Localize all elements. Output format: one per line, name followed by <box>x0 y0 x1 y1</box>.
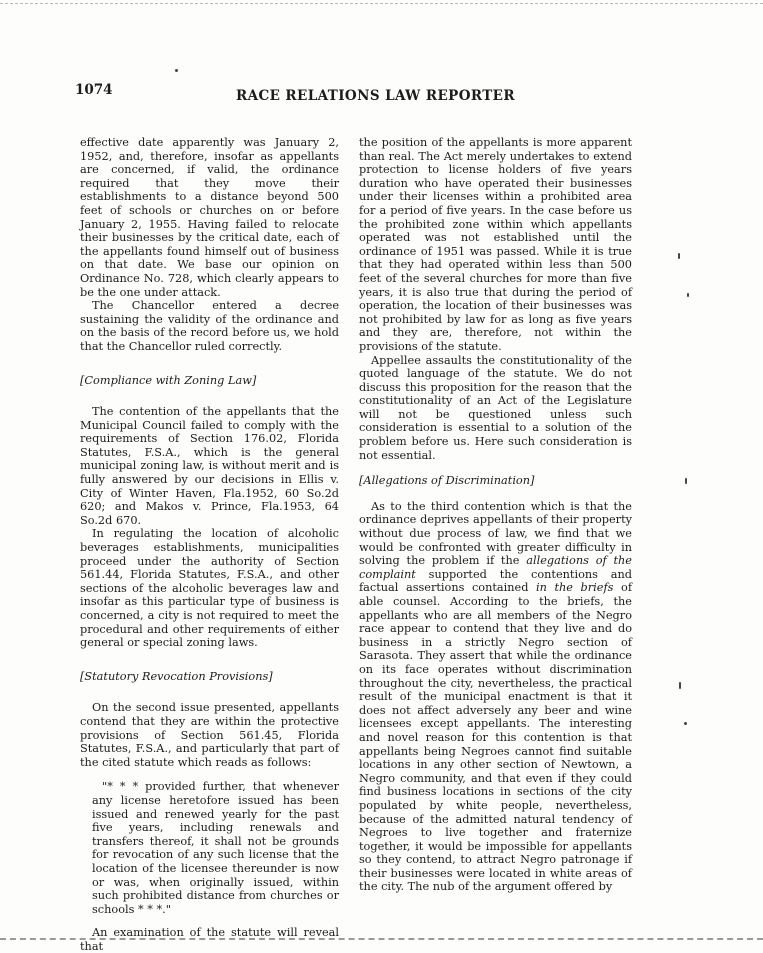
margin-mark <box>175 69 178 72</box>
margin-mark <box>684 722 687 725</box>
left-column <box>80 136 339 953</box>
section-heading: [Statutory Revocation Provisions] <box>80 669 273 683</box>
text-run: As to the third contention which is that the ordinance deprives appellants of their property without due process of law, we find that we would be confronted with greater difficulty in solving the problem if the <box>359 499 632 568</box>
section-heading: [Compliance with Zoning Law] <box>80 373 257 387</box>
paragraph: On the second issue presented, appellants contend that they are within the protective provisions of Section 561.45, Florida Statutes, F.S.A., and particularly that part of the cited statute which reads as follows: <box>80 701 339 769</box>
paragraph: In regulating the location of alcoholic beverages establishments, municipalities proceed under the authority of Section 561.44, Florida Statutes, F.S.A., and other sections of the alcoholic beverages law and insofar as this particular type of business is concerned, a city is not required to meet the procedural and other requirements of either general or special zoning laws. <box>80 527 339 650</box>
section-heading: [Allegations of Discrimination] <box>359 474 535 488</box>
block-quote <box>92 780 339 916</box>
paragraph: An examination of the statute will reveal that <box>80 926 339 953</box>
italic-phrase: in the briefs <box>536 581 614 595</box>
text-run: supported the contentions and factual assertions contained <box>359 567 632 595</box>
running-head: RACE RELATIONS LAW REPORTER <box>236 88 515 104</box>
margin-mark <box>685 478 687 484</box>
margin-mark <box>687 293 689 297</box>
paragraph: The contention of the appellants that the Municipal Council failed to comply with the requirements of Section 176.02, Florida Statutes, F.S.A., which is the general municipal zoning law, is without merit and is fully answered by our decisions in Ellis v. City of Winter Haven, Fla.1952, 60 So.2d 620; and Makos v. Prince, Fla.1953, 64 So.2d 670. <box>80 405 339 527</box>
paragraph: Appellee assaults the constitutionality of the quoted language of the statute. We do not discuss this proposition for the reason that the constitutionality of an Act of the Legislature will not be questioned unless such consideration is essential to a solution of the problem before us. Here such consideration is not essential. <box>359 353 632 462</box>
paragraph: The Chancellor entered a decree sustaining the validity of the ordinance and on the basis of the record before us, we hold that the Chancellor ruled correctly. <box>80 299 339 353</box>
margin-mark <box>678 253 680 259</box>
italic-phrase: allegations of the complaint <box>359 554 632 581</box>
paragraph <box>359 500 632 894</box>
text-run: of able counsel. According to the briefs, the appellants who are all members of the Negro race appear to contend that they live and do business in a strictly Negro section of Sarasota. They assert that while the ordinance on its face operates without discrimination throughout the city, nevertheless, the practical result of the municipal enactment is that it does not affect adversely any beer and wine licensees except appellants. The interesting and novel reason for this contention is that appellants being Negroes cannot find suitable locations in any other section of Newtown, a Negro community, and that even if they could find business locations in sections of the city populated by white people, nevertheless, because of the admitted natural tendency of Negroes to live together and fraternize together, it would be impossible for appellants so they contend, to attract Negro patronage if their businesses were located in white areas of the city. The nub of the argument offered by <box>359 581 633 894</box>
quote-text: "* * * provided further, that whenever any license heretofore issued has been issued and renewed yearly for the past five years, including renewals and transfers thereof, it shall not be grounds for revocation of any such license that the location of the licensee thereunder is now or was, when originally issued, within such prohibited distance from churches or schools * * *." <box>92 780 339 916</box>
page-number: 1074 <box>75 82 113 98</box>
top-edge-rule <box>0 3 763 4</box>
margin-mark <box>679 682 681 689</box>
paragraph: the position of the appellants is more apparent than real. The Act merely undertakes to extend protection to license holders of five years duration who have operated their businesses under their licenses within a prohibited area for a period of five years. In the case before us the prohibited zone within which appellants operated was not established until the ordinance of 1951 was passed. While it is true that they had operated within less than 500 feet of the several churches for more than five years, it is also true that during the period of operation, the location of their businesses was not prohibited by law for as long as five years and they are, therefore, not within the provisions of the statute. <box>359 136 632 353</box>
right-column <box>359 136 632 894</box>
paragraph: effective date apparently was January 2, 1952, and, therefore, insofar as appellants are concerned, if valid, the ordinance required that they move their establishments to a distance beyond 500 feet of schools or churches on or before January 2, 1955. Having failed to relocate their businesses by the critical date, each of the appellants found himself out of business on that date. We base our opinion on Ordinance No. 728, which clearly appears to be the one under attack. <box>80 136 339 299</box>
